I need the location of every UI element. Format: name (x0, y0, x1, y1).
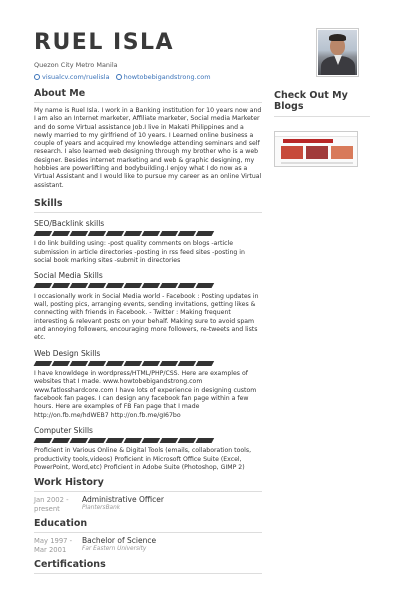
skill-level-segment (142, 231, 160, 236)
skill-level-segment (124, 231, 142, 236)
blog-thumb-topbar (275, 132, 357, 137)
skill-level-segment (160, 231, 178, 236)
person-name: RUEL ISLA (34, 30, 175, 55)
skill-level-bar (34, 231, 262, 236)
skill-level-segment (178, 361, 196, 366)
skill-level-segment (106, 283, 124, 288)
section-title-certifications: Certifications (34, 559, 262, 574)
skill-title: Social Media Skills (34, 271, 103, 281)
skill-level-segment (88, 438, 106, 443)
skill-description: Proficient in Various Online & Digital Tools (emails, collaboration tools, productivity tools,videos) Proficient in Microsoft Office Suite (Excel, PowerPoint, Word,etc) Proficient in Adobe Suite (Photoshop, GIMP 2) (34, 447, 252, 472)
sidebar-title: Check Out My Blogs (274, 90, 370, 117)
skill-level-segment (142, 438, 160, 443)
skill-description: I have knowldege in wordpress/HTML/PHP/CSS. Here are examples of websites that I made. www.howtobebigandstrong.com www.fatlosshardcore.com I have lots of experience in designing custom facebook fan pages. I can design any facebook fan page within a few hours. Here are examples of FB Fan page that I made http://on.fb.me/hdWEB7 http://on.fb.me/gI67bo (34, 370, 257, 419)
section-title-work: Work History (34, 477, 262, 492)
section-title-about: About Me (34, 88, 262, 103)
profile-photo-image (318, 30, 357, 75)
skill-level-segment (52, 438, 70, 443)
skill-level-segment (196, 438, 214, 443)
blog-thumb-banner (283, 139, 333, 143)
blog-thumb-text-line (281, 162, 353, 164)
skill-level-segment (196, 283, 214, 288)
skill-level-segment (34, 283, 52, 288)
skill-level-segment (196, 231, 214, 236)
skill-level-segment (124, 438, 142, 443)
skill-title: Computer Skills (34, 425, 93, 435)
profile-link-text[interactable]: howtobebigandstrong.com (123, 73, 211, 81)
work-entry (34, 496, 262, 513)
skill-level-segment (196, 361, 214, 366)
skill-level-segment (178, 283, 196, 288)
skill-level-segment (52, 283, 70, 288)
skill-level-segment (160, 283, 178, 288)
profile-link-text[interactable]: visualcv.com/ruelisla (42, 73, 110, 81)
skill-level-segment (142, 361, 160, 366)
blog-thumb-image (306, 146, 328, 159)
education-entry-school: Far Eastern University (82, 545, 147, 552)
skill-title: SEO/Backlink skills (34, 218, 105, 228)
skill-level-segment (178, 438, 196, 443)
section-title-skills: Skills (34, 198, 262, 213)
section-title-education: Education (34, 518, 262, 533)
education-entry-title: Bachelor of Science (82, 536, 157, 546)
education-entry (34, 537, 262, 554)
skill-level-segment (142, 283, 160, 288)
work-entry-company: PlantersBank (82, 504, 121, 511)
skill-level-segment (88, 231, 106, 236)
profile-link-2[interactable] (116, 73, 211, 81)
skill-level-segment (178, 231, 196, 236)
skill-level-segment (106, 361, 124, 366)
profile-links (34, 73, 314, 81)
skill-description: I do link building using: -post quality comments on blogs -article submission in article directories -posting in rss feed sites -posting in social book marking sites -submit in directories (34, 240, 245, 265)
skill-level-segment (34, 231, 52, 236)
skill-level-segment (106, 231, 124, 236)
skill-level-segment (88, 283, 106, 288)
link-icon (116, 74, 122, 80)
location-text: Quezon City Metro Manila (34, 61, 118, 69)
photo-hair-shape (329, 34, 346, 41)
skill-level-segment (70, 231, 88, 236)
skill-level-bar (34, 361, 262, 366)
skill-level-segment (34, 361, 52, 366)
blog-thumb-image (331, 146, 353, 159)
resume-header (34, 30, 314, 81)
skill-level-bar (34, 438, 262, 443)
skill-level-segment (160, 361, 178, 366)
skill-level-segment (124, 361, 142, 366)
skill-level-segment (70, 361, 88, 366)
blog-thumb-image (281, 146, 303, 159)
skill-level-segment (34, 438, 52, 443)
skills-list (34, 219, 262, 472)
blog-thumbnail[interactable] (274, 131, 358, 167)
about-text: My name is Ruel Isla. I work in a Banking institution for 10 years now and I am also an Internet marketer, Affiliate marketer, Social media Marketer and do some Virtual assistance Job.I live in Makati Philippines and a newly married to my girlfriend of 10 years. I Learned online business a couple of years and acquired my knowledge attending seminars and self research. I also learned web designing through my brother who is a web designer. Besides internet marketing and web & graphic designing, my hobbies are powerlifting and bodybuilding.I enjoy what I do now as a Virtual Assistant and I would like to pursue my career as an online Virtual assistant. (34, 107, 262, 189)
skill-level-segment (70, 438, 88, 443)
main-column (34, 88, 262, 578)
link-icon (34, 74, 40, 80)
skill-level-segment (124, 283, 142, 288)
skill-title: Web Design Skills (34, 348, 101, 358)
skill-level-segment (160, 438, 178, 443)
skill-level-segment (52, 231, 70, 236)
education-entry-date: May 1997 - Mar 2001 (34, 537, 73, 554)
profile-link-1[interactable] (34, 73, 110, 81)
skill-level-segment (52, 361, 70, 366)
skill-level-segment (106, 438, 124, 443)
sidebar (274, 90, 370, 167)
work-entry-date: Jan 2002 - present (34, 496, 69, 513)
skill-description: I occasionally work in Social Media world - Facebook : Posting updates in wall, posting pics, arranging events, sending invitations, getting likes & connecting with friends in Facebook. - Twitter : Making frequent interesting & relevant posts on your behalf. Making sure to avoid spam and annoying followers, encouraging more followers, re-tweets and lists etc. (34, 292, 259, 342)
profile-photo (316, 28, 359, 77)
skill-level-segment (88, 361, 106, 366)
skill-level-segment (70, 283, 88, 288)
work-entry-title: Administrative Officer (82, 495, 164, 505)
skill-level-bar (34, 283, 262, 288)
